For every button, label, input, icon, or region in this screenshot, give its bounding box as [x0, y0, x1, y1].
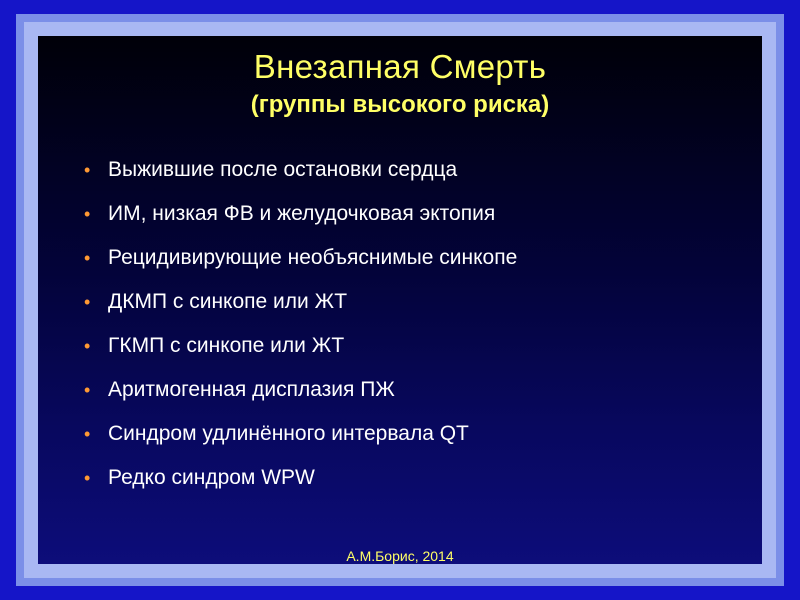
slide-footer: А.М.Борис, 2014 — [346, 548, 454, 564]
bullet-icon: • — [84, 336, 91, 356]
bullet-text: ГКМП с синкопе или ЖТ — [108, 334, 345, 357]
bullet-icon: • — [84, 468, 91, 488]
bullet-list — [80, 155, 517, 507]
bullet-item — [80, 155, 517, 199]
bullet-text: Аритмогенная дисплазия ПЖ — [108, 378, 395, 401]
bullet-item — [80, 243, 517, 287]
bullet-text: Выжившие после остановки сердца — [108, 158, 458, 181]
bullet-icon: • — [84, 248, 91, 268]
bullet-text: Редко синдром WPW — [108, 466, 315, 489]
slide-title: Внезапная Смерть — [253, 48, 547, 85]
slide-subtitle: (группы высокого риска) — [250, 91, 550, 118]
bullet-item — [80, 463, 517, 507]
bullet-item — [80, 331, 517, 375]
bullet-text: ДКМП с синкопе или ЖТ — [108, 290, 348, 313]
bullet-text: Синдром удлинённого интервала QT — [108, 422, 469, 445]
bullet-item — [80, 419, 517, 463]
bullet-icon: • — [84, 380, 91, 400]
bullet-icon: • — [84, 160, 91, 180]
bullet-item — [80, 287, 517, 331]
bullet-text: ИМ, низкая ФВ и желудочковая эктопия — [108, 202, 496, 225]
bullet-text: Рецидивирующие необъяснимые синкопе — [108, 246, 518, 269]
bullet-item — [80, 199, 517, 243]
bullet-icon: • — [84, 204, 91, 224]
bullet-icon: • — [84, 424, 91, 444]
bullet-item — [80, 375, 517, 419]
bullet-icon: • — [84, 292, 91, 312]
